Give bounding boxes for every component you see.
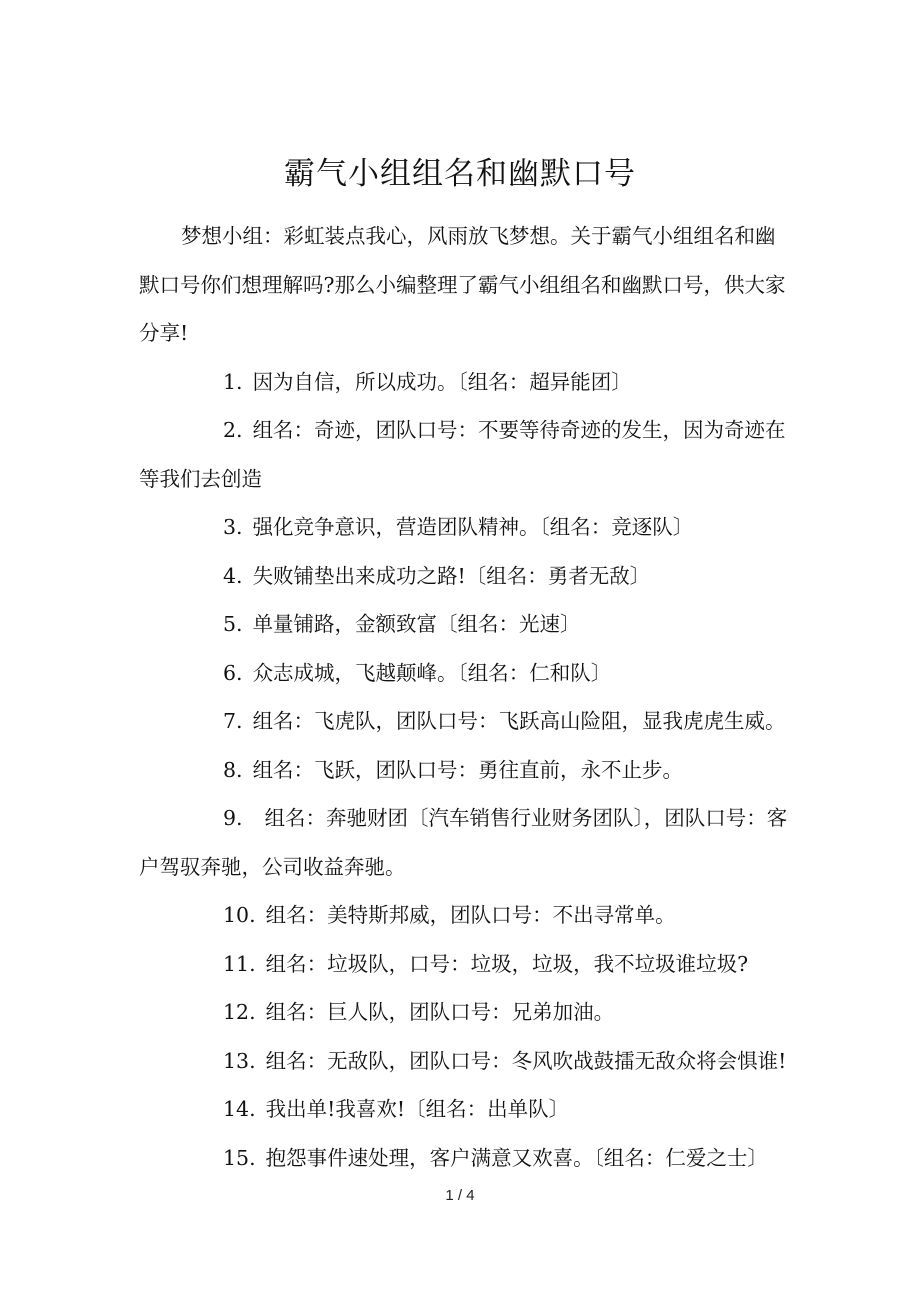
intro-paragraph: 梦想小组：彩虹装点我心，风雨放飞梦想。关于霸气小组组名和幽默口号你们想理解吗?那么小编整理了霸气小组组名和幽默口号，供大家分享! [139,224,786,345]
item-text: 组名：奇迹，团队口号：不要等待奇迹的发生，因为奇迹在等我们去创造 [139,418,786,491]
item-number: 6. [223,660,243,685]
list-item [139,988,789,1037]
list-item [139,1085,789,1134]
list-item [139,746,789,795]
item-number: 2. [223,418,243,442]
item-number: 11. [223,951,256,976]
item-number: 1. [223,369,243,394]
item-text: 组名：美特斯邦威，团队口号：不出寻常单。 [265,903,676,927]
list-item [139,1037,789,1086]
item-number: 10. [223,903,256,927]
item-text: 众志成城，飞越颠峰。〔组名：仁和队〕 [252,660,612,685]
list-item [139,600,789,649]
item-number: 15. [223,1145,256,1170]
list-item [139,358,789,407]
item-number: 8. [223,757,243,782]
document-body [139,212,789,1182]
list-item [139,794,789,891]
list-item [139,697,789,746]
item-text: 单量铺路，金额致富〔组名：光速〕 [252,612,581,636]
list-item [139,552,789,601]
list-item [139,891,789,940]
item-text: 因为自信，所以成功。〔组名：超异能团〕 [252,369,632,394]
item-number: 12. [223,1000,256,1024]
list-item [139,503,789,552]
item-text: 组名：奔驰财团〔汽车销售行业财务团队〕，团队口号：客户驾驭奔驰，公司收益奔驰。 [139,806,788,879]
item-text: 组名：巨人队，团队口号：兄弟加油。 [265,1000,615,1024]
item-text: 我出单!我喜欢!〔组名：出单队〕 [265,1097,570,1121]
item-number: 13. [223,1048,256,1073]
item-number: 9. [223,806,243,830]
page-number: 1 / 4 [445,1187,475,1204]
item-text: 强化竞争意识，营造团队精神。〔组名：竞逐队〕 [252,515,694,539]
item-number: 3. [223,515,243,539]
item-text: 抱怨事件速处理，客户满意又欢喜。〔组名：仁爱之士〕 [265,1145,768,1170]
list-item [139,1134,789,1183]
item-text: 组名：无敌队，团队口号：冬风吹战鼓擂无敌众将会惧谁! [265,1048,787,1073]
item-text: 组名：飞虎队，团队口号：飞跃高山险阻，显我虎虎生威。 [252,709,786,733]
item-number: 7. [223,709,243,733]
list-item [139,940,789,989]
item-text: 组名：垃圾队，口号：垃圾，垃圾，我不垃圾谁垃圾? [265,951,749,976]
item-number: 5. [223,612,243,636]
item-text: 组名：飞跃，团队口号：勇往直前，永不止步。 [252,757,684,782]
document-title: 霸气小组组名和幽默口号 [284,156,636,192]
item-text: 失败铺垫出来成功之路!〔组名：勇者无敌〕 [252,563,651,588]
item-number: 4. [223,563,243,588]
item-number: 14. [223,1097,256,1121]
list-item [139,406,789,503]
list-item [139,649,789,698]
